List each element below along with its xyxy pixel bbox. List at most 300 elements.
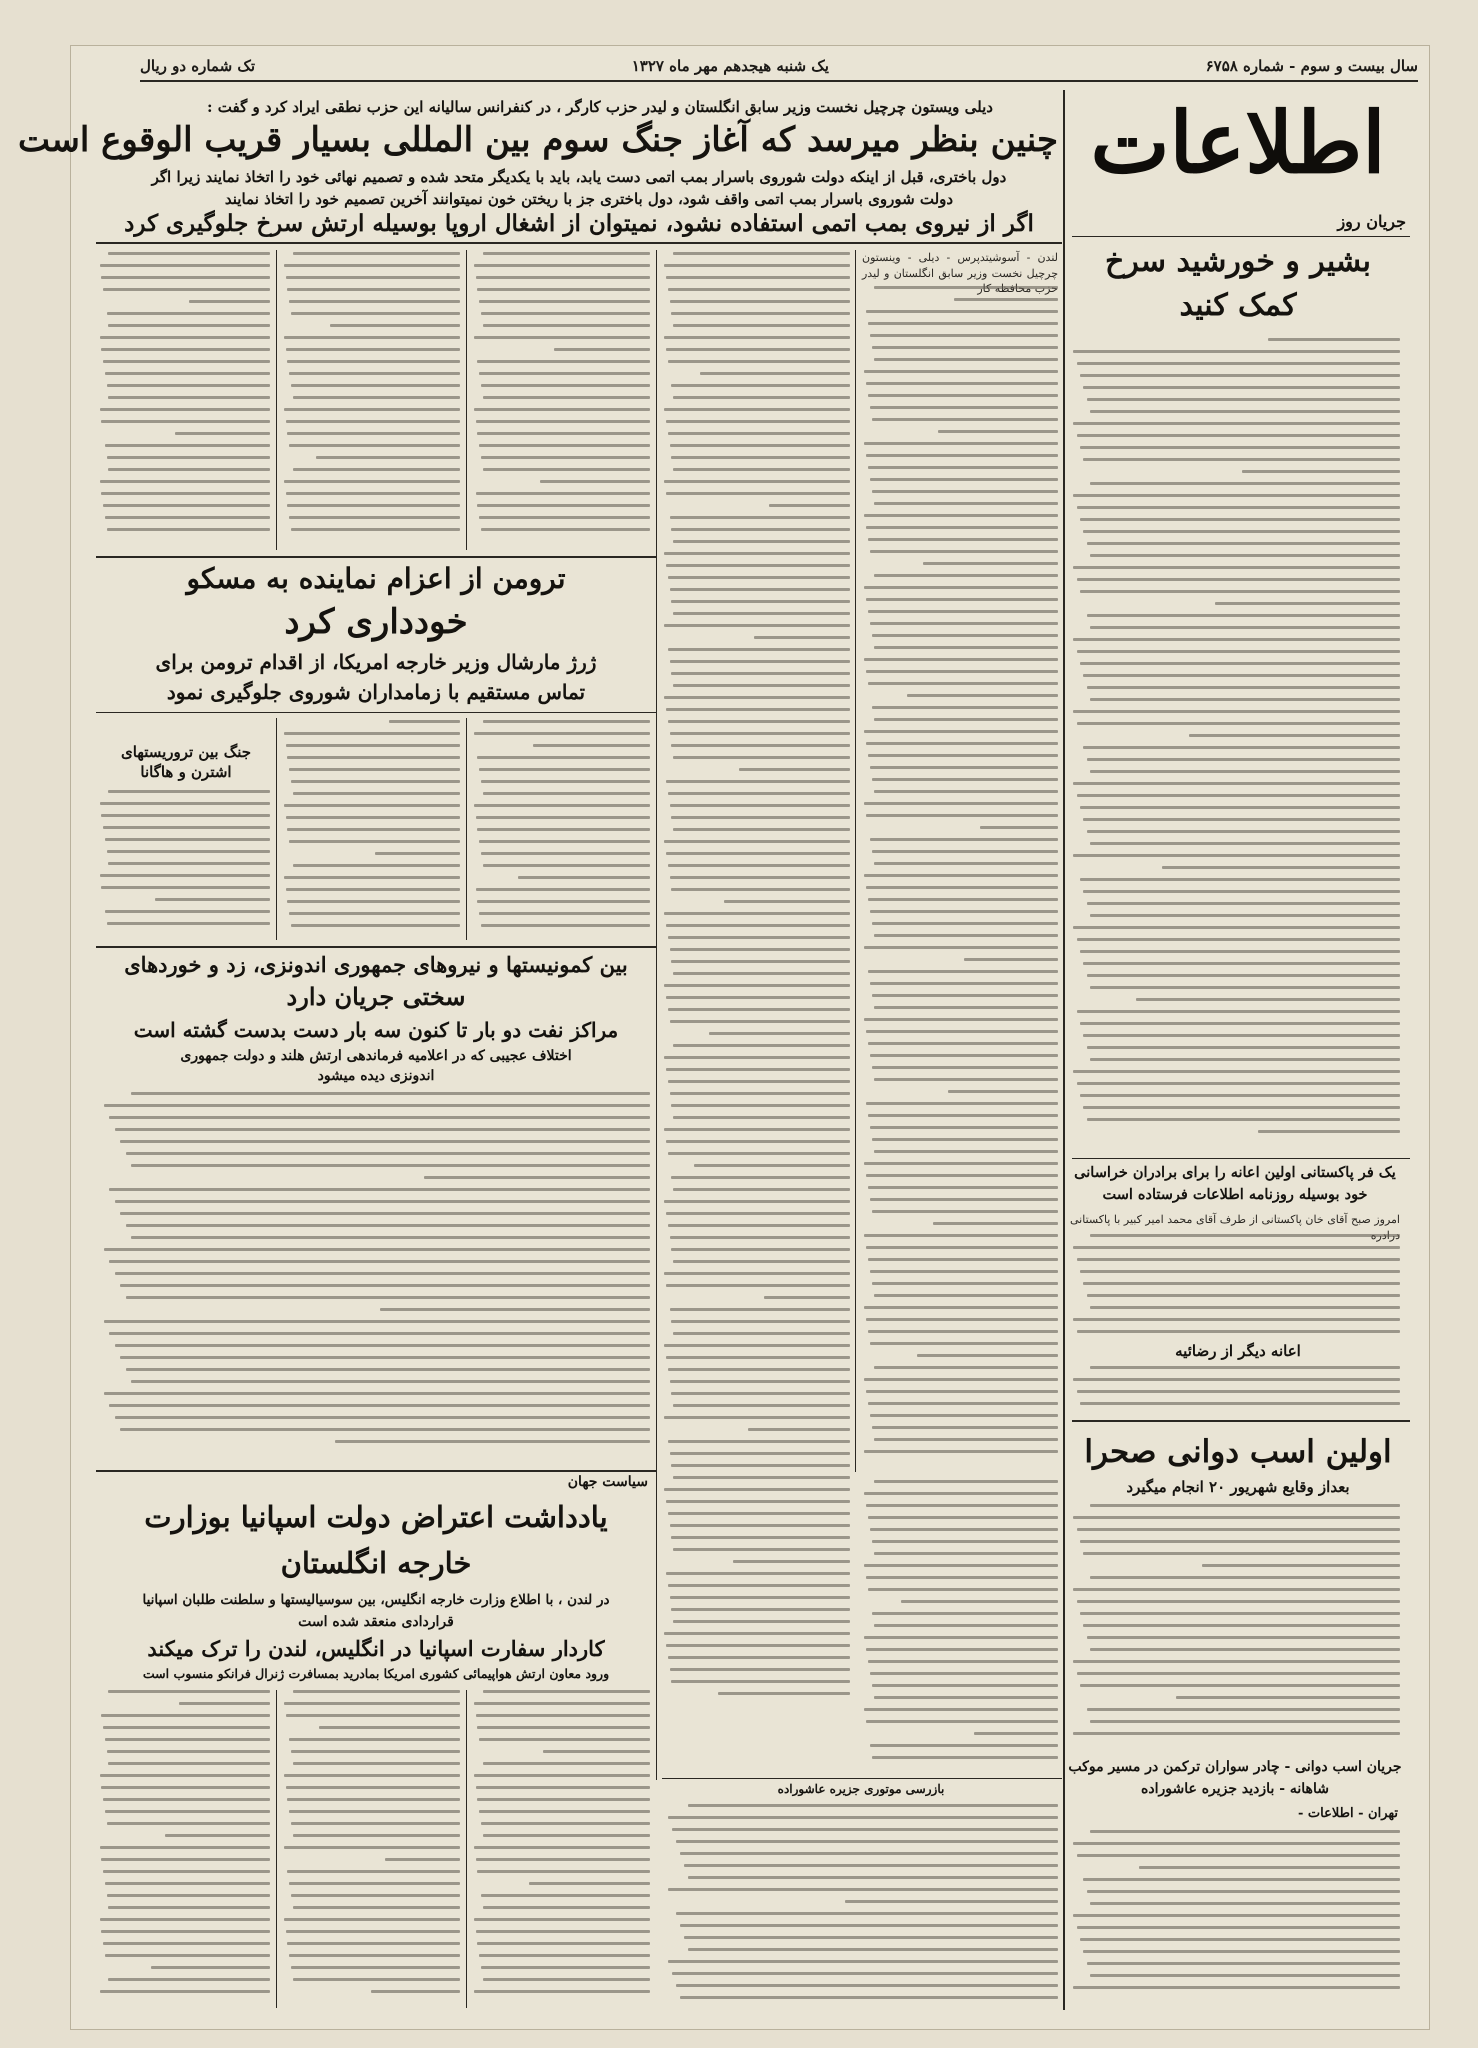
body-text-line	[474, 1990, 650, 1993]
body-text-line	[1073, 710, 1400, 713]
body-text-line	[286, 888, 460, 891]
body-text-line	[1080, 590, 1400, 593]
body-text-line	[870, 1054, 1058, 1057]
body-text-line	[105, 444, 270, 447]
body-text-line	[764, 1296, 850, 1299]
body-text-line	[286, 348, 460, 351]
body-text-line	[907, 694, 1058, 697]
body-text-line	[664, 480, 850, 483]
body-text-line	[868, 1402, 1058, 1405]
body-text-line	[866, 1246, 1058, 1249]
body-text-line	[868, 538, 1058, 541]
body-text-line	[664, 552, 850, 555]
body-text-line	[868, 970, 1058, 973]
body-text-line	[284, 1918, 460, 1921]
body-text-line	[101, 1858, 270, 1861]
body-text-line	[533, 744, 650, 747]
body-text-line	[101, 420, 270, 423]
column-rule-1	[855, 250, 856, 1472]
body-text-line	[477, 1870, 650, 1873]
body-text-line	[864, 730, 1058, 733]
body-text-line	[1077, 1082, 1400, 1085]
body-text-line	[126, 1368, 650, 1371]
body-text-line	[1077, 1010, 1400, 1013]
body-text-line	[108, 1762, 270, 1765]
body-text-line	[1073, 422, 1400, 425]
body-text-line	[115, 1128, 650, 1131]
body-text-line	[666, 276, 850, 279]
body-text-line	[1073, 566, 1400, 569]
column-rule-5	[466, 718, 467, 940]
sidebar-rule-2	[1072, 1158, 1410, 1159]
body-text-line	[668, 1888, 1058, 1891]
body-text-line	[1090, 1974, 1400, 1977]
body-text-line	[286, 1714, 460, 1717]
body-text-line	[100, 802, 270, 805]
lead-headline: چنین بنظر میرسد که آغاز جنگ سوم بین المللی بسیار قریب الوقوع است	[17, 120, 1058, 160]
body-text-line	[874, 502, 1058, 505]
body-text-line	[1073, 854, 1400, 857]
body-text-line	[874, 790, 1058, 793]
issue-header	[140, 52, 1418, 82]
body-text-line	[287, 756, 460, 759]
body-text-line	[1077, 938, 1400, 941]
body-text-line	[664, 336, 850, 339]
body-text-line	[673, 1476, 850, 1479]
body-text-line	[1090, 698, 1400, 701]
body-text-line	[1077, 506, 1400, 509]
body-text-line	[131, 1164, 650, 1167]
body-text-line	[870, 550, 1058, 553]
body-text-line	[872, 922, 1058, 925]
body-text-line	[870, 1270, 1058, 1273]
body-text-line	[1139, 1866, 1400, 1869]
body-text-line	[120, 1140, 650, 1143]
body-text-line	[293, 396, 460, 399]
body-text-line	[103, 288, 270, 291]
sidebar-story-3-headline: اعانه دیگر از رضائیه	[1175, 1342, 1301, 1360]
body-text-line	[287, 1798, 460, 1801]
body-text-line	[1073, 1842, 1400, 1845]
body-text-line	[724, 900, 850, 903]
body-text-line	[664, 264, 850, 267]
body-text-line	[1083, 818, 1400, 821]
body-text-line	[477, 288, 650, 291]
body-text-line	[866, 1504, 1058, 1507]
body-text-line	[872, 634, 1058, 637]
body-text-line	[1090, 482, 1400, 485]
body-text-line	[291, 780, 460, 783]
body-text-line	[666, 1500, 850, 1503]
body-text-line	[666, 492, 850, 495]
body-text-line	[100, 874, 270, 877]
body-text-line	[1077, 1330, 1400, 1333]
body-text-line	[673, 1260, 850, 1263]
masthead-logo: اطلاعات	[1090, 93, 1386, 192]
body-text-line	[476, 1930, 650, 1933]
body-text-line	[870, 1126, 1058, 1129]
body-text-line	[165, 1834, 270, 1837]
body-text-line	[1090, 1830, 1400, 1833]
body-text-line	[107, 1894, 270, 1897]
body-text-line	[479, 444, 650, 447]
body-text-line	[671, 456, 850, 459]
body-text-line	[481, 1822, 650, 1825]
body-text-line	[108, 1978, 270, 1981]
body-text-line	[1083, 1878, 1400, 1881]
body-text-line	[286, 276, 460, 279]
body-text-line	[668, 1368, 850, 1371]
body-text-line	[477, 1726, 650, 1729]
body-text-line	[1090, 410, 1400, 413]
body-text-line	[672, 1828, 1058, 1831]
body-text-line	[664, 1632, 850, 1635]
body-text-line	[126, 1296, 650, 1299]
body-text-line	[104, 1392, 650, 1395]
body-text-line	[477, 756, 650, 759]
body-text-line	[107, 850, 270, 853]
body-text-line	[286, 744, 460, 747]
body-text-line	[664, 1200, 850, 1203]
body-text-line	[673, 468, 850, 471]
body-text-line	[101, 886, 270, 889]
body-text-line	[668, 1512, 850, 1515]
body-text-line	[868, 898, 1058, 901]
sidebar-story-2-body	[1070, 1234, 1400, 1342]
body-text-line	[476, 816, 650, 819]
body-text-line	[1080, 878, 1400, 881]
body-text-line	[1090, 1576, 1400, 1579]
body-text-line	[668, 864, 850, 867]
spain-deck-2: قراردادی منعقد شده است	[298, 1614, 454, 1630]
body-text-line	[115, 1272, 650, 1275]
body-text-line	[864, 1564, 1058, 1567]
indonesia-deck-2: اندونزی دیده میشود	[317, 1068, 435, 1084]
body-text-line	[864, 1378, 1058, 1381]
body-text-line	[385, 1858, 460, 1861]
body-text-line	[864, 1450, 1058, 1453]
spain-deck-1: در لندن ، با اطلاع وزارت خارجه انگلیس، بین سوسیالیستها و سلطنت طلبان اسپانیا	[142, 1592, 610, 1608]
body-text-line	[479, 768, 650, 771]
body-text-line	[529, 1882, 650, 1885]
body-text-line	[1090, 1648, 1400, 1651]
body-text-line	[483, 1690, 650, 1693]
body-text-line	[1090, 842, 1400, 845]
body-text-line	[670, 1308, 850, 1311]
body-text-line	[107, 1750, 270, 1753]
body-text-line	[286, 1786, 460, 1789]
truman-column-2	[282, 720, 460, 938]
body-text-line	[476, 492, 650, 495]
body-text-line	[289, 1882, 460, 1885]
body-text-line	[1077, 1926, 1400, 1929]
body-text-line	[105, 372, 270, 375]
body-text-line	[289, 840, 460, 843]
body-text-line	[120, 1428, 650, 1431]
body-text-line	[474, 1774, 650, 1777]
body-text-line	[474, 408, 650, 411]
body-text-line	[474, 1702, 650, 1705]
body-text-line	[666, 1356, 850, 1359]
body-text-line	[671, 1536, 850, 1539]
body-text-line	[107, 456, 270, 459]
body-text-line	[748, 1428, 850, 1431]
body-text-line	[1258, 1130, 1400, 1133]
body-text-line	[284, 1702, 460, 1705]
body-text-line	[870, 982, 1058, 985]
indonesia-deck: اختلاف عجیبی که در اعلامیه فرماندهی ارتش هلند و دولت جمهوری	[180, 1048, 572, 1064]
body-text-line	[874, 1078, 1058, 1081]
body-text-line	[293, 1762, 460, 1765]
body-text-line	[1090, 770, 1400, 773]
body-text-line	[100, 336, 270, 339]
sidebar-title-2: کمک کنید	[1179, 288, 1297, 323]
body-text-line	[676, 1912, 1058, 1915]
body-text-line	[108, 396, 270, 399]
body-text-line	[673, 1620, 850, 1623]
body-text-line	[107, 922, 270, 925]
body-text-line	[670, 1596, 850, 1599]
body-text-line	[1080, 518, 1400, 521]
body-text-line	[872, 1756, 1058, 1759]
body-text-line	[316, 456, 460, 459]
body-text-line	[284, 876, 460, 879]
body-text-line	[666, 996, 850, 999]
body-text-line	[284, 1846, 460, 1849]
body-text-line	[120, 1356, 650, 1359]
body-text-line	[101, 814, 270, 817]
column-rule-4	[276, 250, 277, 550]
body-text-line	[291, 1822, 460, 1825]
body-text-line	[664, 696, 850, 699]
body-text-line	[1090, 1902, 1400, 1905]
body-text-line	[476, 420, 650, 423]
body-text-line	[477, 504, 650, 507]
indonesia-headline-1: بین کمونیستها و نیروهای جمهوری اندونزی، زد و خوردهای	[124, 952, 628, 977]
body-text-line	[120, 1284, 650, 1287]
body-text-line	[286, 1930, 460, 1933]
body-text-line	[1080, 1094, 1400, 1097]
body-text-line	[287, 360, 460, 363]
body-text-line	[964, 958, 1058, 961]
body-text-line	[479, 912, 650, 915]
body-text-line	[866, 1318, 1058, 1321]
body-text-line	[872, 778, 1058, 781]
body-text-line	[866, 1576, 1058, 1579]
body-text-line	[866, 382, 1058, 385]
body-text-line	[289, 768, 460, 771]
body-text-line	[103, 360, 270, 363]
body-text-line	[671, 672, 850, 675]
body-text-line	[1090, 554, 1400, 557]
body-text-line	[673, 828, 850, 831]
body-text-line	[700, 372, 850, 375]
body-text-line	[289, 1810, 460, 1813]
body-text-line	[483, 720, 650, 723]
body-text-line	[100, 1918, 270, 1921]
body-text-line	[688, 1948, 1058, 1951]
body-text-line	[680, 1924, 1058, 1927]
sidebar-story-2-lead: امروز صبح آقای خان پاکستانی از طرف آقای محمد امیر کبیر با پاکستانی	[1070, 1213, 1400, 1226]
body-text-line	[330, 324, 460, 327]
spain-deck-3: ورود معاون ارتش هواپیمائی کشوری امریکا بمادرید بمسافرت ژنرال فرانکو منسوب است	[142, 1666, 610, 1681]
body-text-line	[105, 1882, 270, 1885]
bottom-mid-rule	[662, 1778, 1062, 1779]
body-text-line	[289, 300, 460, 303]
body-text-line	[874, 646, 1058, 649]
indonesia-body	[98, 1092, 650, 1458]
body-text-line	[104, 1320, 650, 1323]
body-text-line	[1083, 890, 1400, 893]
body-text-line	[483, 1834, 650, 1837]
body-text-line	[540, 480, 650, 483]
body-text-line	[866, 1174, 1058, 1177]
body-text-line	[872, 418, 1058, 421]
body-text-line	[923, 562, 1058, 565]
body-text-line	[872, 1282, 1058, 1285]
body-text-line	[474, 732, 650, 735]
body-text-line	[1080, 1612, 1400, 1615]
body-text-line	[670, 1452, 850, 1455]
body-text-line	[1087, 758, 1401, 761]
body-text-line	[671, 888, 850, 891]
body-text-line	[481, 780, 650, 783]
body-text-line	[291, 924, 460, 927]
body-text-line	[483, 252, 650, 255]
body-text-line	[477, 828, 650, 831]
body-text-line	[673, 684, 850, 687]
body-text-line	[1080, 1684, 1400, 1687]
body-text-line	[1083, 674, 1400, 677]
body-text-line	[864, 514, 1058, 517]
body-text-line	[1073, 1246, 1400, 1249]
body-text-line	[284, 480, 460, 483]
body-text-line	[872, 994, 1058, 997]
body-text-line	[671, 816, 850, 819]
body-text-line	[670, 1092, 850, 1095]
body-text-line	[673, 756, 850, 759]
body-text-line	[1087, 1118, 1401, 1121]
body-text-line	[1090, 914, 1400, 917]
body-text-line	[872, 1066, 1058, 1069]
body-text-line	[671, 1320, 850, 1323]
body-text-line	[479, 1954, 650, 1957]
body-text-line	[1077, 362, 1400, 365]
body-text-line	[107, 1822, 270, 1825]
body-text-line	[671, 1680, 850, 1683]
indonesia-headline-2: سختی جریان دارد	[286, 982, 466, 1011]
body-text-line	[380, 1308, 650, 1311]
body-text-line	[100, 1990, 270, 1993]
body-text-line	[874, 862, 1058, 865]
body-text-line	[670, 660, 850, 663]
body-text-line	[284, 408, 460, 411]
body-text-line	[933, 1222, 1058, 1225]
body-text-line	[673, 540, 850, 543]
body-text-line	[543, 1750, 650, 1753]
body-text-line	[666, 348, 850, 351]
body-text-line	[483, 1906, 650, 1909]
body-text-line	[718, 1692, 850, 1695]
body-text-line	[673, 1188, 850, 1191]
lead-column-5	[98, 252, 270, 548]
body-text-line	[371, 1990, 460, 1993]
body-text-line	[109, 1332, 650, 1335]
body-text-line	[874, 718, 1058, 721]
body-text-line	[872, 1210, 1058, 1213]
body-text-line	[474, 264, 650, 267]
body-text-line	[293, 1906, 460, 1909]
body-text-line	[1090, 1504, 1400, 1507]
body-text-line	[1077, 1600, 1400, 1603]
body-text-line	[868, 466, 1058, 469]
column-rule-2	[656, 250, 657, 1780]
body-text-line	[666, 1140, 850, 1143]
body-text-line	[287, 288, 460, 291]
body-text-line	[668, 1440, 850, 1443]
spain-column-3	[98, 1690, 270, 2008]
body-text-line	[1162, 866, 1400, 869]
body-text-line	[864, 1162, 1058, 1165]
body-text-line	[477, 1798, 650, 1801]
body-text-line	[291, 528, 460, 531]
body-text-line	[668, 1816, 1058, 1819]
lead-column-1	[862, 286, 1058, 1472]
body-text-line	[870, 1198, 1058, 1201]
body-text-line	[671, 1104, 850, 1107]
sidebar-story-3-body	[1070, 1366, 1400, 1416]
column-rule-7	[466, 1690, 467, 2008]
body-text-line	[671, 1176, 850, 1179]
body-text-line	[668, 288, 850, 291]
sidebar-section-label: جریان روز	[1337, 212, 1406, 231]
body-text-line	[1073, 638, 1400, 641]
body-text-line	[864, 946, 1058, 949]
body-text-line	[109, 1188, 650, 1191]
body-text-line	[673, 972, 850, 975]
body-text-line	[131, 1236, 650, 1239]
body-text-line	[709, 1032, 850, 1035]
body-text-line	[673, 1044, 850, 1047]
body-text-line	[864, 586, 1058, 589]
body-text-line	[666, 1572, 850, 1575]
spain-headline-3: کاردار سفارت اسپانیا در انگلیس، لندن را ترک میکند	[147, 1636, 605, 1661]
body-text-line	[733, 1560, 850, 1563]
body-text-line	[107, 384, 270, 387]
body-text-line	[479, 1810, 650, 1813]
body-text-line	[1087, 1294, 1401, 1297]
body-text-line	[874, 1366, 1058, 1369]
body-text-line	[1080, 1938, 1400, 1941]
body-text-line	[481, 528, 650, 531]
body-text-line	[107, 312, 270, 315]
body-text-line	[866, 1030, 1058, 1033]
body-text-line	[477, 432, 650, 435]
bottom-mid-body	[664, 1804, 1058, 2008]
body-text-line	[901, 1600, 1058, 1603]
body-text-line	[874, 1552, 1058, 1555]
body-text-line	[668, 360, 850, 363]
body-text-line	[694, 1164, 850, 1167]
body-text-line	[668, 792, 850, 795]
body-text-line	[101, 348, 270, 351]
body-text-line	[107, 528, 270, 531]
body-text-line	[104, 1104, 650, 1107]
body-text-line	[100, 480, 270, 483]
body-text-line	[868, 1114, 1058, 1117]
body-text-line	[1090, 1306, 1400, 1309]
body-text-line	[872, 1612, 1058, 1615]
